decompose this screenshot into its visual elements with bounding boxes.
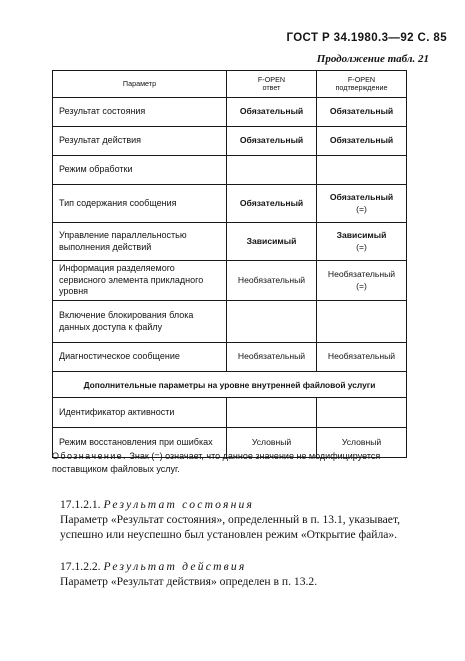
row-parameter: Идентификатор активности — [53, 398, 227, 428]
row-confirm: Обязательный — [317, 98, 407, 127]
section-title: Результат действия — [103, 560, 247, 573]
column-header-confirm — [317, 71, 407, 98]
row-confirm — [317, 301, 407, 343]
row-confirm — [317, 185, 407, 223]
table-row — [53, 301, 407, 343]
section-number: 17.1.2.2. — [60, 560, 101, 573]
table-row — [53, 343, 407, 372]
table-row — [53, 156, 407, 185]
table-row — [53, 261, 407, 301]
row-parameter: Информация разделяемого сервисного элемента прикладного уровня — [53, 261, 227, 301]
table-row — [53, 185, 407, 223]
value-text: Зависимый — [336, 229, 387, 240]
row-confirm: Необязательный — [317, 343, 407, 372]
row-parameter: Режим восстановления при ошибках — [53, 428, 227, 458]
row-confirm — [317, 261, 407, 301]
section-text: Параметр «Результат состояния», определенный в п. 13.1, указывает, успешно или неуспешно был установлен режим «Открытие файла». — [60, 512, 401, 541]
section-17-1-2-2 — [60, 560, 405, 590]
row-response — [227, 301, 317, 343]
column-header-confirm-line2: подтверждение — [335, 83, 388, 92]
row-response: Необязательный — [227, 343, 317, 372]
note-label: Обозначение. — [52, 451, 127, 461]
value-text: Необязательный — [237, 274, 306, 285]
row-confirm — [317, 398, 407, 428]
page-header: ГОСТ Р 34.1980.3—92 С. 85 — [286, 32, 447, 44]
section-heading-line — [60, 498, 405, 513]
table-row — [53, 398, 407, 428]
note-text: Знак (=) означает, что данное значение не модифицируется поставщиком файловых услуг. — [52, 451, 381, 475]
section-text: Параметр «Результат действия» определен в п. 13.2. — [60, 574, 318, 588]
row-confirm: Условный — [317, 428, 407, 458]
section-heading-row — [53, 372, 407, 398]
table-caption: Продолжение табл. 21 — [316, 53, 429, 65]
value-text: Обязательный — [329, 191, 394, 202]
row-response: Обязательный — [227, 98, 317, 127]
unchanged-mark: (=) — [356, 241, 367, 252]
row-response — [227, 398, 317, 428]
row-response: Обязательный — [227, 127, 317, 156]
parameters-table — [52, 70, 407, 458]
row-response — [227, 261, 317, 301]
section-title: Результат состояния — [103, 498, 255, 511]
row-confirm — [317, 156, 407, 185]
section-heading-line — [60, 560, 405, 575]
row-parameter: Управление параллельностью выполнения действий — [53, 223, 227, 261]
table-row — [53, 98, 407, 127]
row-parameter: Тип содержания сообщения — [53, 185, 227, 223]
column-header-parameter — [53, 71, 227, 98]
table-note — [52, 450, 412, 476]
table-row — [53, 223, 407, 261]
value-text: Зависимый — [246, 235, 297, 246]
section-17-1-2-1 — [60, 498, 405, 542]
value-text: Обязательный — [239, 197, 304, 208]
row-response — [227, 185, 317, 223]
section-heading: Дополнительные параметры на уровне внутренней файловой услуги — [53, 372, 407, 398]
unchanged-mark: (=) — [356, 280, 367, 291]
section-number: 17.1.2.1. — [60, 498, 101, 511]
row-response — [227, 156, 317, 185]
row-confirm — [317, 223, 407, 261]
value-text: Необязательный — [327, 268, 396, 279]
row-response: Условный — [227, 428, 317, 458]
row-parameter: Включение блокирования блока данных доступа к файлу — [53, 301, 227, 343]
table-row — [53, 127, 407, 156]
column-header-response-line2: ответ — [262, 83, 281, 92]
table-header-row — [53, 71, 407, 98]
unchanged-mark: (=) — [356, 203, 367, 214]
row-response — [227, 223, 317, 261]
row-confirm: Обязательный — [317, 127, 407, 156]
row-parameter: Результат действия — [53, 127, 227, 156]
row-parameter: Результат состояния — [53, 98, 227, 127]
column-header-confirm-line1: F-OPEN — [347, 74, 376, 84]
row-parameter: Диагностическое сообщение — [53, 343, 227, 372]
column-header-parameter-label: Параметр — [122, 78, 157, 88]
column-header-response — [227, 71, 317, 98]
row-parameter: Режим обработки — [53, 156, 227, 185]
column-header-response-line1: F-OPEN — [257, 74, 286, 84]
